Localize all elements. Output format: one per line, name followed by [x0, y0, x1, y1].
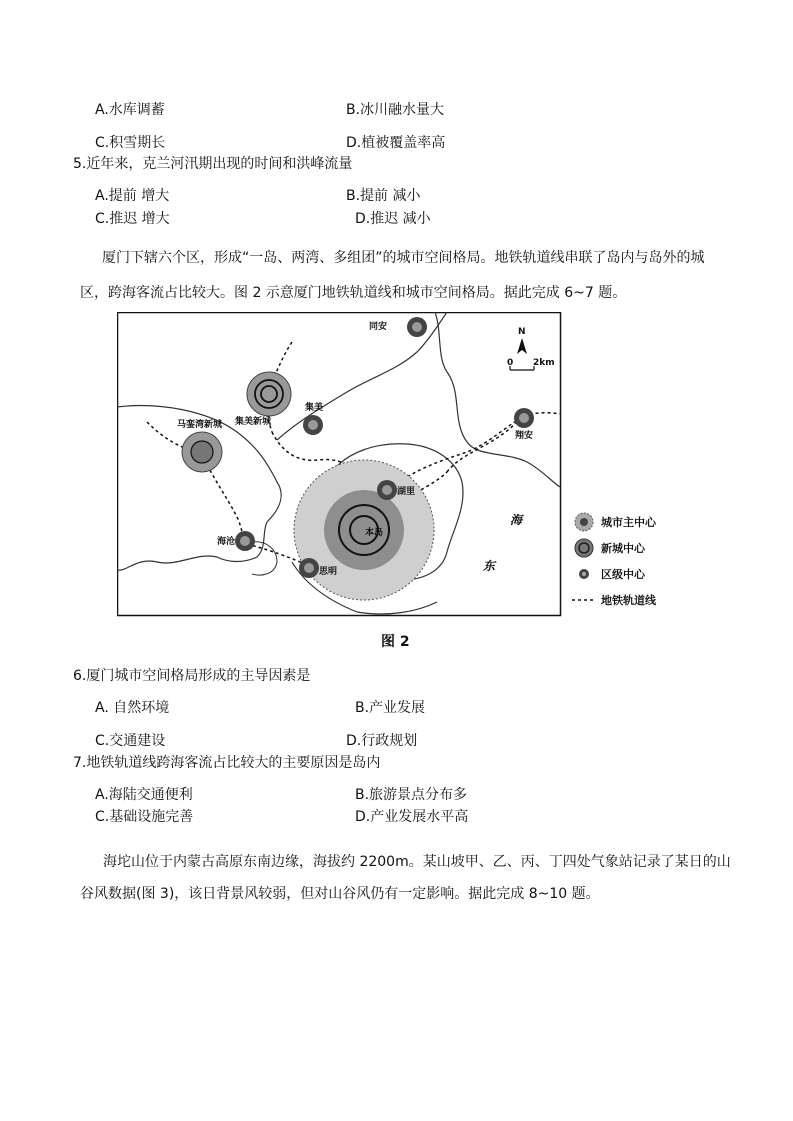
north-label: N [518, 327, 526, 337]
label-bendao: 本岛 [365, 528, 384, 538]
q4-option-a: A.水库调蓄 [95, 102, 165, 118]
label-tongan: 同安 [369, 322, 388, 332]
legend-main-center: 城市主中心 [601, 516, 656, 529]
intro1-line1: 厦门下辖六个区，形成“一岛、两湾、多组团”的城市空间格局。地铁轨道线串联了岛内与岛外的城 [102, 250, 705, 266]
label-sea-hai: 海 [510, 513, 523, 527]
q6-option-b: B.产业发展 [355, 700, 426, 716]
q7-option-c: C.基础设施完善 [95, 809, 194, 825]
legend-metro-line: 地铁轨道线 [601, 594, 656, 607]
label-maluan-new-city: 马銮湾新城 [177, 420, 223, 430]
q4-option-b: B.冰川融水量大 [346, 102, 445, 118]
q6-option-c: C.交通建设 [95, 733, 166, 749]
intro1-line2: 区，跨海客流占比较大。图 2 示意厦门地铁轨道线和城市空间格局。据此完成 6~7 题。 [80, 285, 627, 301]
q4-option-c: C.积雪期长 [95, 135, 166, 151]
label-jimei-new-city: 集美新城 [235, 417, 272, 427]
label-xiangan: 翔安 [515, 431, 534, 441]
legend-new-city-center: 新城中心 [601, 542, 645, 555]
legend-district-center: 区级中心 [601, 568, 645, 581]
q6-option-a: A. 自然环境 [95, 700, 170, 716]
label-jimei: 集美 [305, 403, 324, 413]
jimei-new-city-center [247, 372, 291, 416]
q7-stem: 7.地铁轨道线跨海客流占比较大的主要原因是岛内 [73, 755, 381, 771]
q7-option-b: B.旅游景点分布多 [355, 787, 468, 803]
q6-stem: 6.厦门城市空间格局形成的主导因素是 [73, 668, 311, 684]
main-center-inner [324, 490, 404, 570]
q6-option-d: D.行政规划 [346, 733, 418, 749]
q5-option-c: C.推迟 增大 [95, 211, 170, 227]
xiamen-map-figure [117, 312, 677, 620]
figure-caption: 图 2 [381, 634, 410, 650]
label-haicang: 海沧 [217, 537, 236, 547]
scale-2km: 2km [533, 358, 555, 368]
q5-stem: 5.近年来，克兰河汛期出现的时间和洪峰流量 [73, 156, 353, 172]
label-siming: 思明 [319, 567, 338, 577]
q5-option-d: D.推迟 减小 [355, 211, 431, 227]
q5-option-a: A.提前 增大 [95, 188, 170, 204]
q4-option-d: D.植被覆盖率高 [346, 135, 446, 151]
intro2-line2: 谷风数据(图 3)，该日背景风较弱，但对山谷风仍有一定影响。据此完成 8~10 题。 [80, 886, 600, 902]
intro2-line1: 海坨山位于内蒙古高原东南边缘，海拔约 2200m。某山坡甲、乙、丙、丁四处气象站记录了某日的山 [103, 854, 731, 870]
map-legend [572, 513, 657, 607]
label-huli: 湖里 [397, 487, 416, 497]
q5-option-b: B.提前 减小 [346, 188, 421, 204]
q7-option-d: D.产业发展水平高 [355, 809, 469, 825]
label-sea-dong: 东 [483, 559, 496, 573]
scale-zero: 0 [507, 358, 514, 368]
q7-option-a: A.海陆交通便利 [95, 787, 193, 803]
